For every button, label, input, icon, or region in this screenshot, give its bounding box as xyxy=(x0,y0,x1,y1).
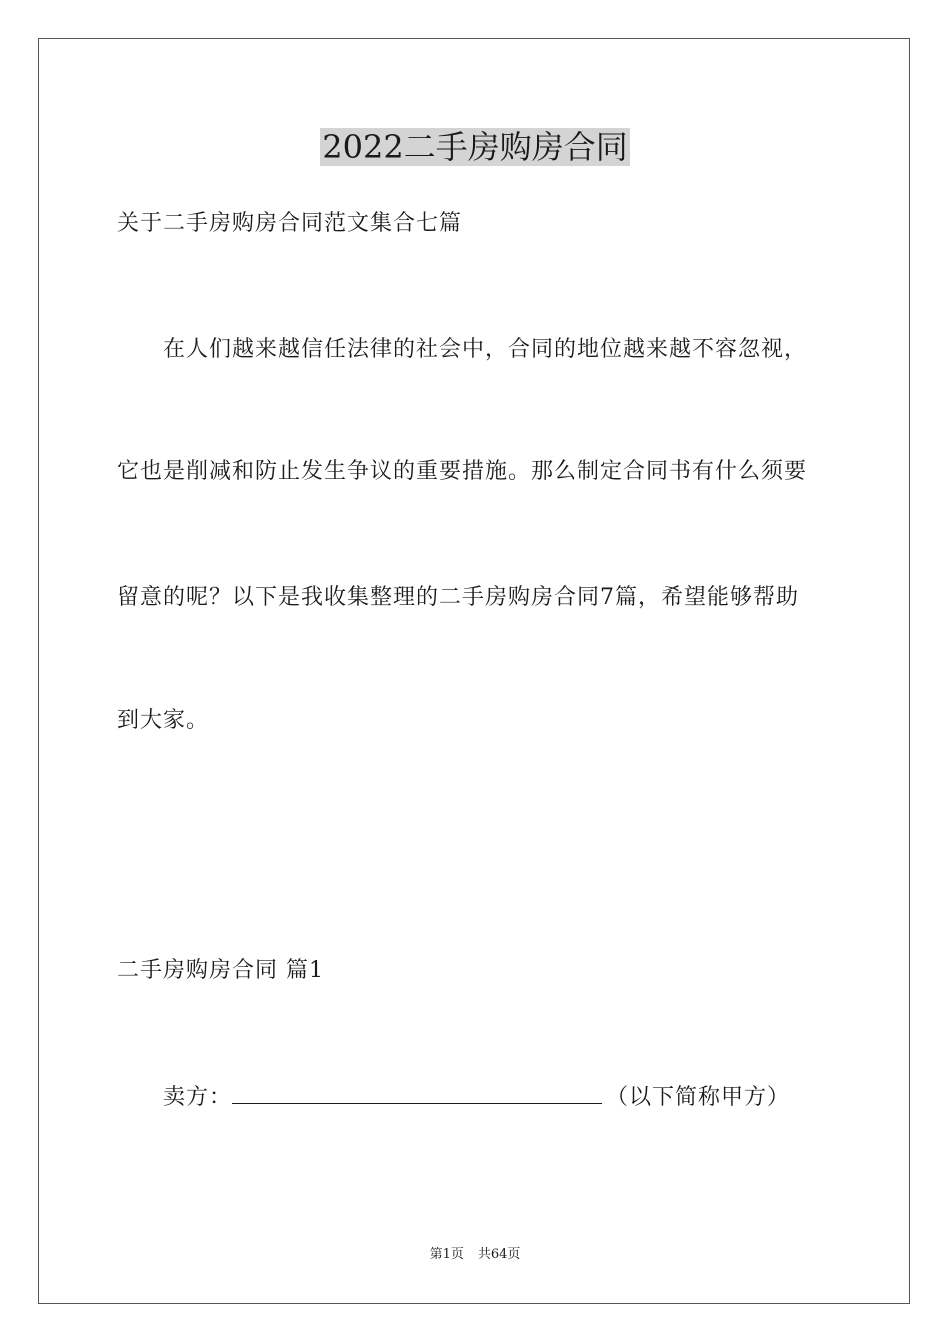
intro-line-3: 留意的呢？以下是我收集整理的二手房购房合同7篇，希望能够帮助 xyxy=(117,585,799,610)
seller-name-blank[interactable] xyxy=(232,1081,602,1104)
seller-line xyxy=(163,1081,790,1113)
seller-label: 卖方： xyxy=(163,1085,233,1110)
section-heading: 二手房购房合同 篇1 xyxy=(117,958,324,983)
intro-line-2: 它也是削减和防止发生争议的重要措施。那么制定合同书有什么须要 xyxy=(117,459,808,484)
document-title xyxy=(0,127,950,167)
page-footer xyxy=(0,1246,950,1264)
seller-suffix: （以下简称甲方） xyxy=(606,1085,791,1110)
document-subtitle: 关于二手房购房合同范文集合七篇 xyxy=(117,211,463,236)
intro-line-4: 到大家。 xyxy=(117,708,210,733)
intro-line-1: 在人们越来越信任法律的社会中，合同的地位越来越不容忽视， xyxy=(163,337,808,362)
document-title-text: 2022二手房购房合同 xyxy=(322,128,628,166)
page-total: 共64页 xyxy=(477,1247,521,1262)
page-current: 第1页 xyxy=(429,1247,464,1262)
